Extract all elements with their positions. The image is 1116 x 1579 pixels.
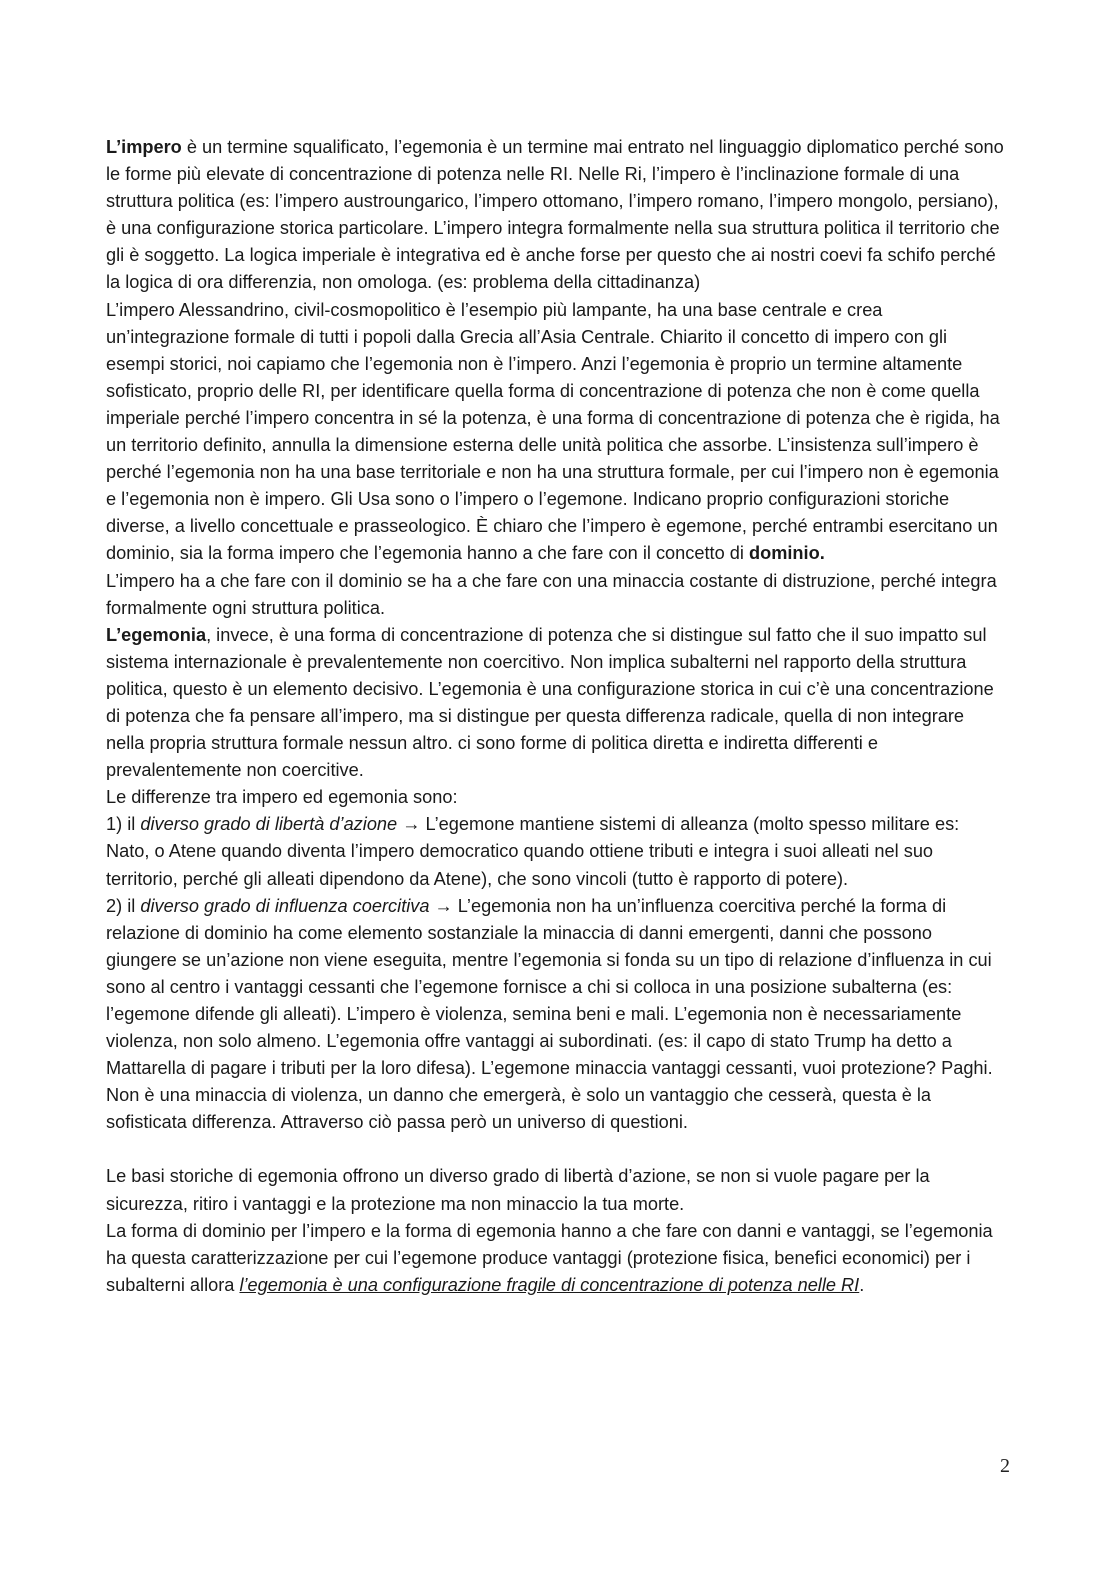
paragraph-impero-dominio — [106, 568, 1006, 622]
term-egemonia: L’egemonia — [106, 624, 207, 645]
list-item-text: L’egemonia non ha un’influenza coercitiva perché la forma di relazione di dominio ha come elemento sostanziale la minaccia di danni emergenti, danni che possono giungere se un’azione non viene eseguita, mentre l’egemonia si fonda su un tipo di relazione d’influenza in cui sono al centro i vantaggi cessanti che l’egemone fornisce a chi si colloca in una posizione subalterna (es: l’egemone difende gli alleati). L’impero è violenza, semina beni e mali. L’egemonia non è necessariamente violenza, non solo almeno. L’egemonia offre vantaggi ai subordinati. (es: il capo di stato Trump ha detto a Mattarella di pagare i tributi per la loro difesa). L’egemone minaccia vantaggi cessanti, vuoi protezione? Paghi. Non è una minaccia di violenza, un danno che emergerà, è solo un vantaggio che cesserà, questa è la sofisticata differenza. Attraverso ciò passa però un universo di questioni. — [106, 895, 993, 1133]
list-item-heading: diverso grado di influenza coercitiva — [140, 895, 430, 916]
paragraph-basi-storiche — [106, 1163, 1006, 1217]
paragraph-text: L’impero Alessandrino, civil-cosmopolitico è l’esempio più lampante, ha una base centrale e crea un’integrazione formale di tutti i popoli dalla Grecia all’Asia Centrale. Chiarito il concetto di impero con gli esempi storici, noi capiamo che l’egemonia non è l’impero. Anzi l’egemonia è proprio un termine altamente sofisticato, proprio delle RI, per identificare quella forma di concentrazione di potenza che non è come quella imperiale perché l’impero concentra in sé la potenza, è una forma di concentrazione di potenza che è rigida, ha un territorio definito, annulla la dimensione esterna delle unità politica che assorbe. L’insistenza sull’impero è perché l’egemonia non ha una base territoriale e non ha una struttura formale, per cui l’impero non è egemonia e l’egemonia non è impero. Gli Usa sono o l’impero o l’egemone. Indicano proprio configurazioni storiche diverse, a livello concettuale e prasseologico. È chiaro che l’impero è egemone, perché entrambi esercitano un dominio, sia la forma impero che l’egemonia hanno a che fare con il concetto di — [106, 299, 1000, 564]
term-dominio: dominio. — [748, 543, 825, 564]
paragraph-impero-intro — [106, 134, 1006, 297]
paragraph-end: . — [859, 1274, 865, 1295]
paragraph-differenze-intro — [106, 784, 1006, 811]
paragraph-text: La forma di dominio per l’impero e la forma di egemonia hanno a che fare con danni e vantaggi, se l’egemonia ha questa caratterizzazione per cui l’egemone produce vantaggi (protezione fisica, benefici economici) per i subalterni allora — [106, 1220, 993, 1295]
list-item-heading: diverso grado di libertà d’azione — [140, 814, 398, 835]
body-text — [106, 134, 1006, 1299]
page-number: 2 — [1000, 1455, 1010, 1477]
paragraph-text: è un termine squalificato, l’egemonia è un termine mai entrato nel linguaggio diplomatico perché sono le forme più elevate di concentrazione di potenza nelle RI. Nelle Ri, l’impero è l’inclinazione formale di una struttura politica (es: l’impero austroungarico, l’impero ottomano, l’impero romano, l’impero mongolo, persiano), è una configurazione storica particolare. L’impero integra formalmente nella sua struttura politica il territorio che gli è soggetto. La logica imperiale è integrativa ed è anche forse per questo che ai nostri coevi fa schifo perché la logica di ora differenzia, non omologa. (es: problema della cittadinanza) — [106, 137, 1004, 293]
paragraph-text: , invece, è una forma di concentrazione di potenza che si distingue sul fatto che il suo impatto sul sistema internazionale è prevalentemente non coercitivo. Non implica subalterni nel rapporto della struttura politica, questo è un elemento decisivo. L’egemonia è una configurazione storica in cui c’è una concentrazione di potenza che fa pensare all’impero, ma si distingue per questa differenza radicale, quella di non integrare nella propria struttura formale nessun altro. ci sono forme di politica diretta e indiretta differenti e prevalentemente non coercitive. — [106, 624, 994, 781]
list-item-text: L’egemone mantiene sistemi di alleanza (molto spesso militare es: Nato, o Atene quando diventa l’impero democratico quando ottiene tributi e integra i suoi alleati nel suo territorio, perché gli alleati dipendono da Atene), che sono vincoli (tutto è rapporto di potere). — [106, 814, 960, 889]
paragraph-text: Le basi storiche di egemonia offrono un diverso grado di libertà d’azione, se non si vuole pagare per la sicurezza, ritiro i vantaggi e la protezione ma non minaccio la tua morte. — [106, 1166, 930, 1214]
paragraph-egemonia — [106, 622, 1006, 785]
arrow-right-icon: → — [429, 895, 458, 916]
arrow-right-icon: → — [397, 814, 426, 835]
list-item-2 — [106, 893, 1006, 1137]
paragraph-text: L’impero ha a che fare con il dominio se ha a che fare con una minaccia costante di distruzione, perché integra formalmente ogni struttura politica. — [106, 570, 997, 618]
list-item-prefix: 2) il — [106, 895, 141, 916]
list-item-1 — [106, 811, 1006, 892]
paragraph-impero-alessandrino — [106, 297, 1006, 568]
paragraph-text: Le differenze tra impero ed egemonia sono: — [106, 787, 458, 808]
list-item-prefix: 1) il — [106, 814, 141, 835]
emphasis-conclusion: l’egemonia è una configurazione fragile di concentrazione di potenza nelle RI — [239, 1274, 860, 1295]
paragraph-conclusione — [106, 1218, 1006, 1299]
term-impero: L’impero — [106, 137, 182, 157]
